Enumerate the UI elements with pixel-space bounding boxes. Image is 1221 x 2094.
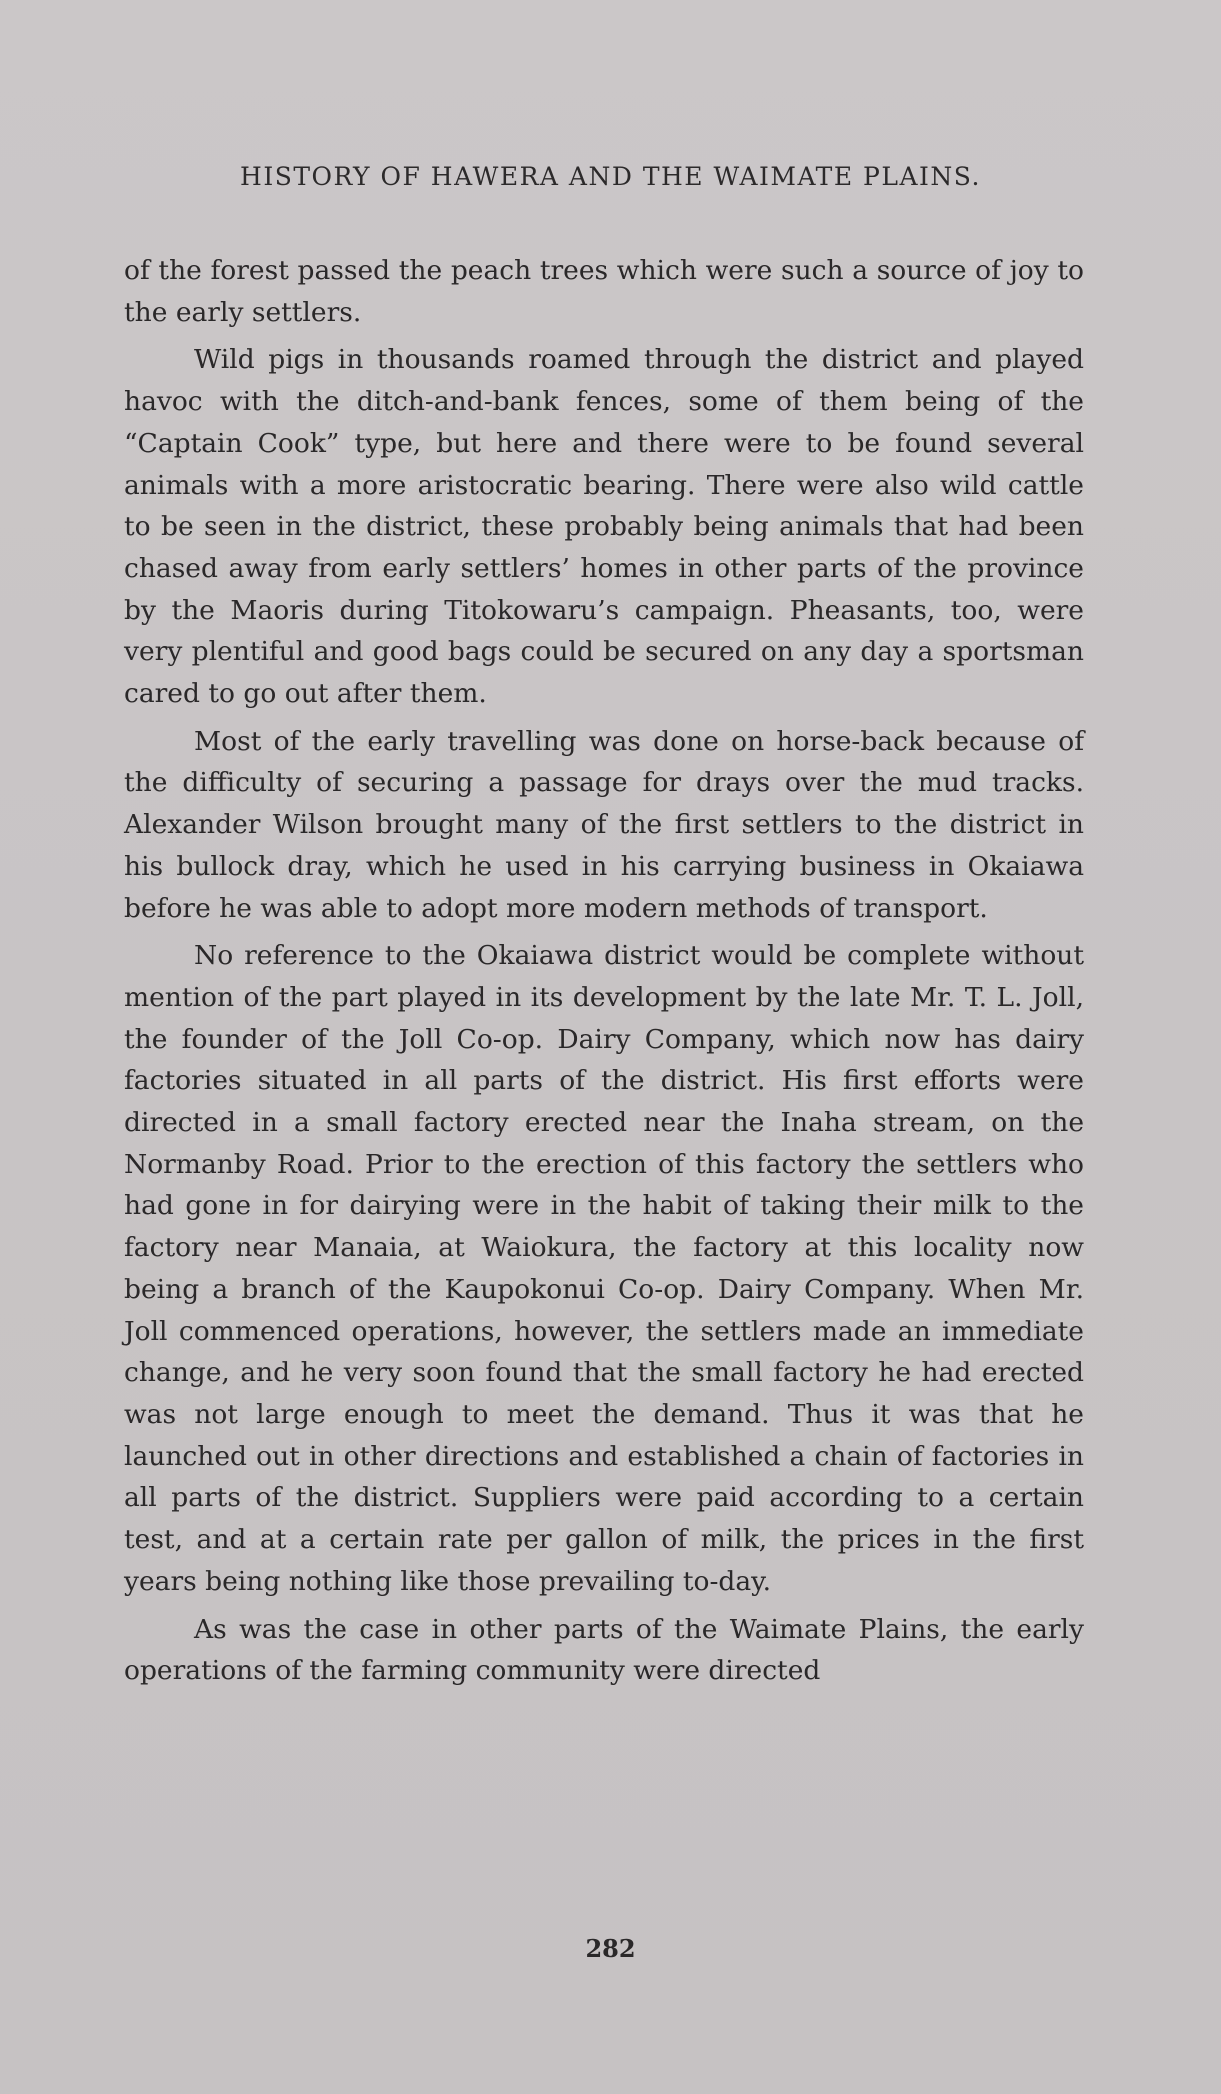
running-head: HISTORY OF HAWERA AND THE WAIMATE PLAINS. [240, 162, 981, 191]
paragraph: Most of the early travelling was done on horse-back because of the difficulty of securing a passage for drays over the mud tracks. Alexander Wilson brought many of the first settlers to the district in his bullock dray, which he used in his carrying business in Okaiawa before he was able to adopt more modern methods of transport. [124, 725, 1084, 924]
body-text [124, 250, 1084, 1698]
paragraph: No reference to the Okaiawa district would be complete without mention of the part played in its development by the late Mr. T. L. Joll, the founder of the Joll Co-op. Dairy Company, which now has dairy factories situated in all parts of the district. His first efforts were directed in a small factory erected near the Inaha stream, on the Normanby Road. Prior to the erection of this factory the settlers who had gone in for dairying were in the habit of taking their milk to the factory near Manaia, at Waiokura, the factory at this locality now being a branch of the Kaupokonui Co-op. Dairy Company. When Mr. Joll commenced operations, however, the settlers made an immediate change, and he very soon found that the small factory he had erected was not large enough to meet the demand. Thus it was that he launched out in other directions and established a chain of factories in all parts of the district. Suppliers were paid according to a certain test, and at a certain rate per gallon of milk, the prices in the first years being nothing like those prevailing to-day. [124, 940, 1084, 1597]
paragraph: Wild pigs in thousands roamed through the district and played havoc with the ditch-and-bank fences, some of them being of the “Captain Cook” type, but here and there were to be found several animals with a more aristocratic bearing. There were also wild cattle to be seen in the district, these probably being animals that had been chased away from early settlers’ homes in other parts of the province by the Maoris during Titokowaru’s campaign. Pheasants, too, were very plentiful and good bags could be secured on any day a sportsman cared to go out after them. [124, 344, 1084, 710]
paragraph: of the forest passed the peach trees which were such a source of joy to the early settlers. [124, 255, 1084, 328]
page-number: 282 [585, 1934, 636, 1963]
paragraph: As was the case in other parts of the Waimate Plains, the early operations of the farming community were directed [124, 1613, 1084, 1687]
